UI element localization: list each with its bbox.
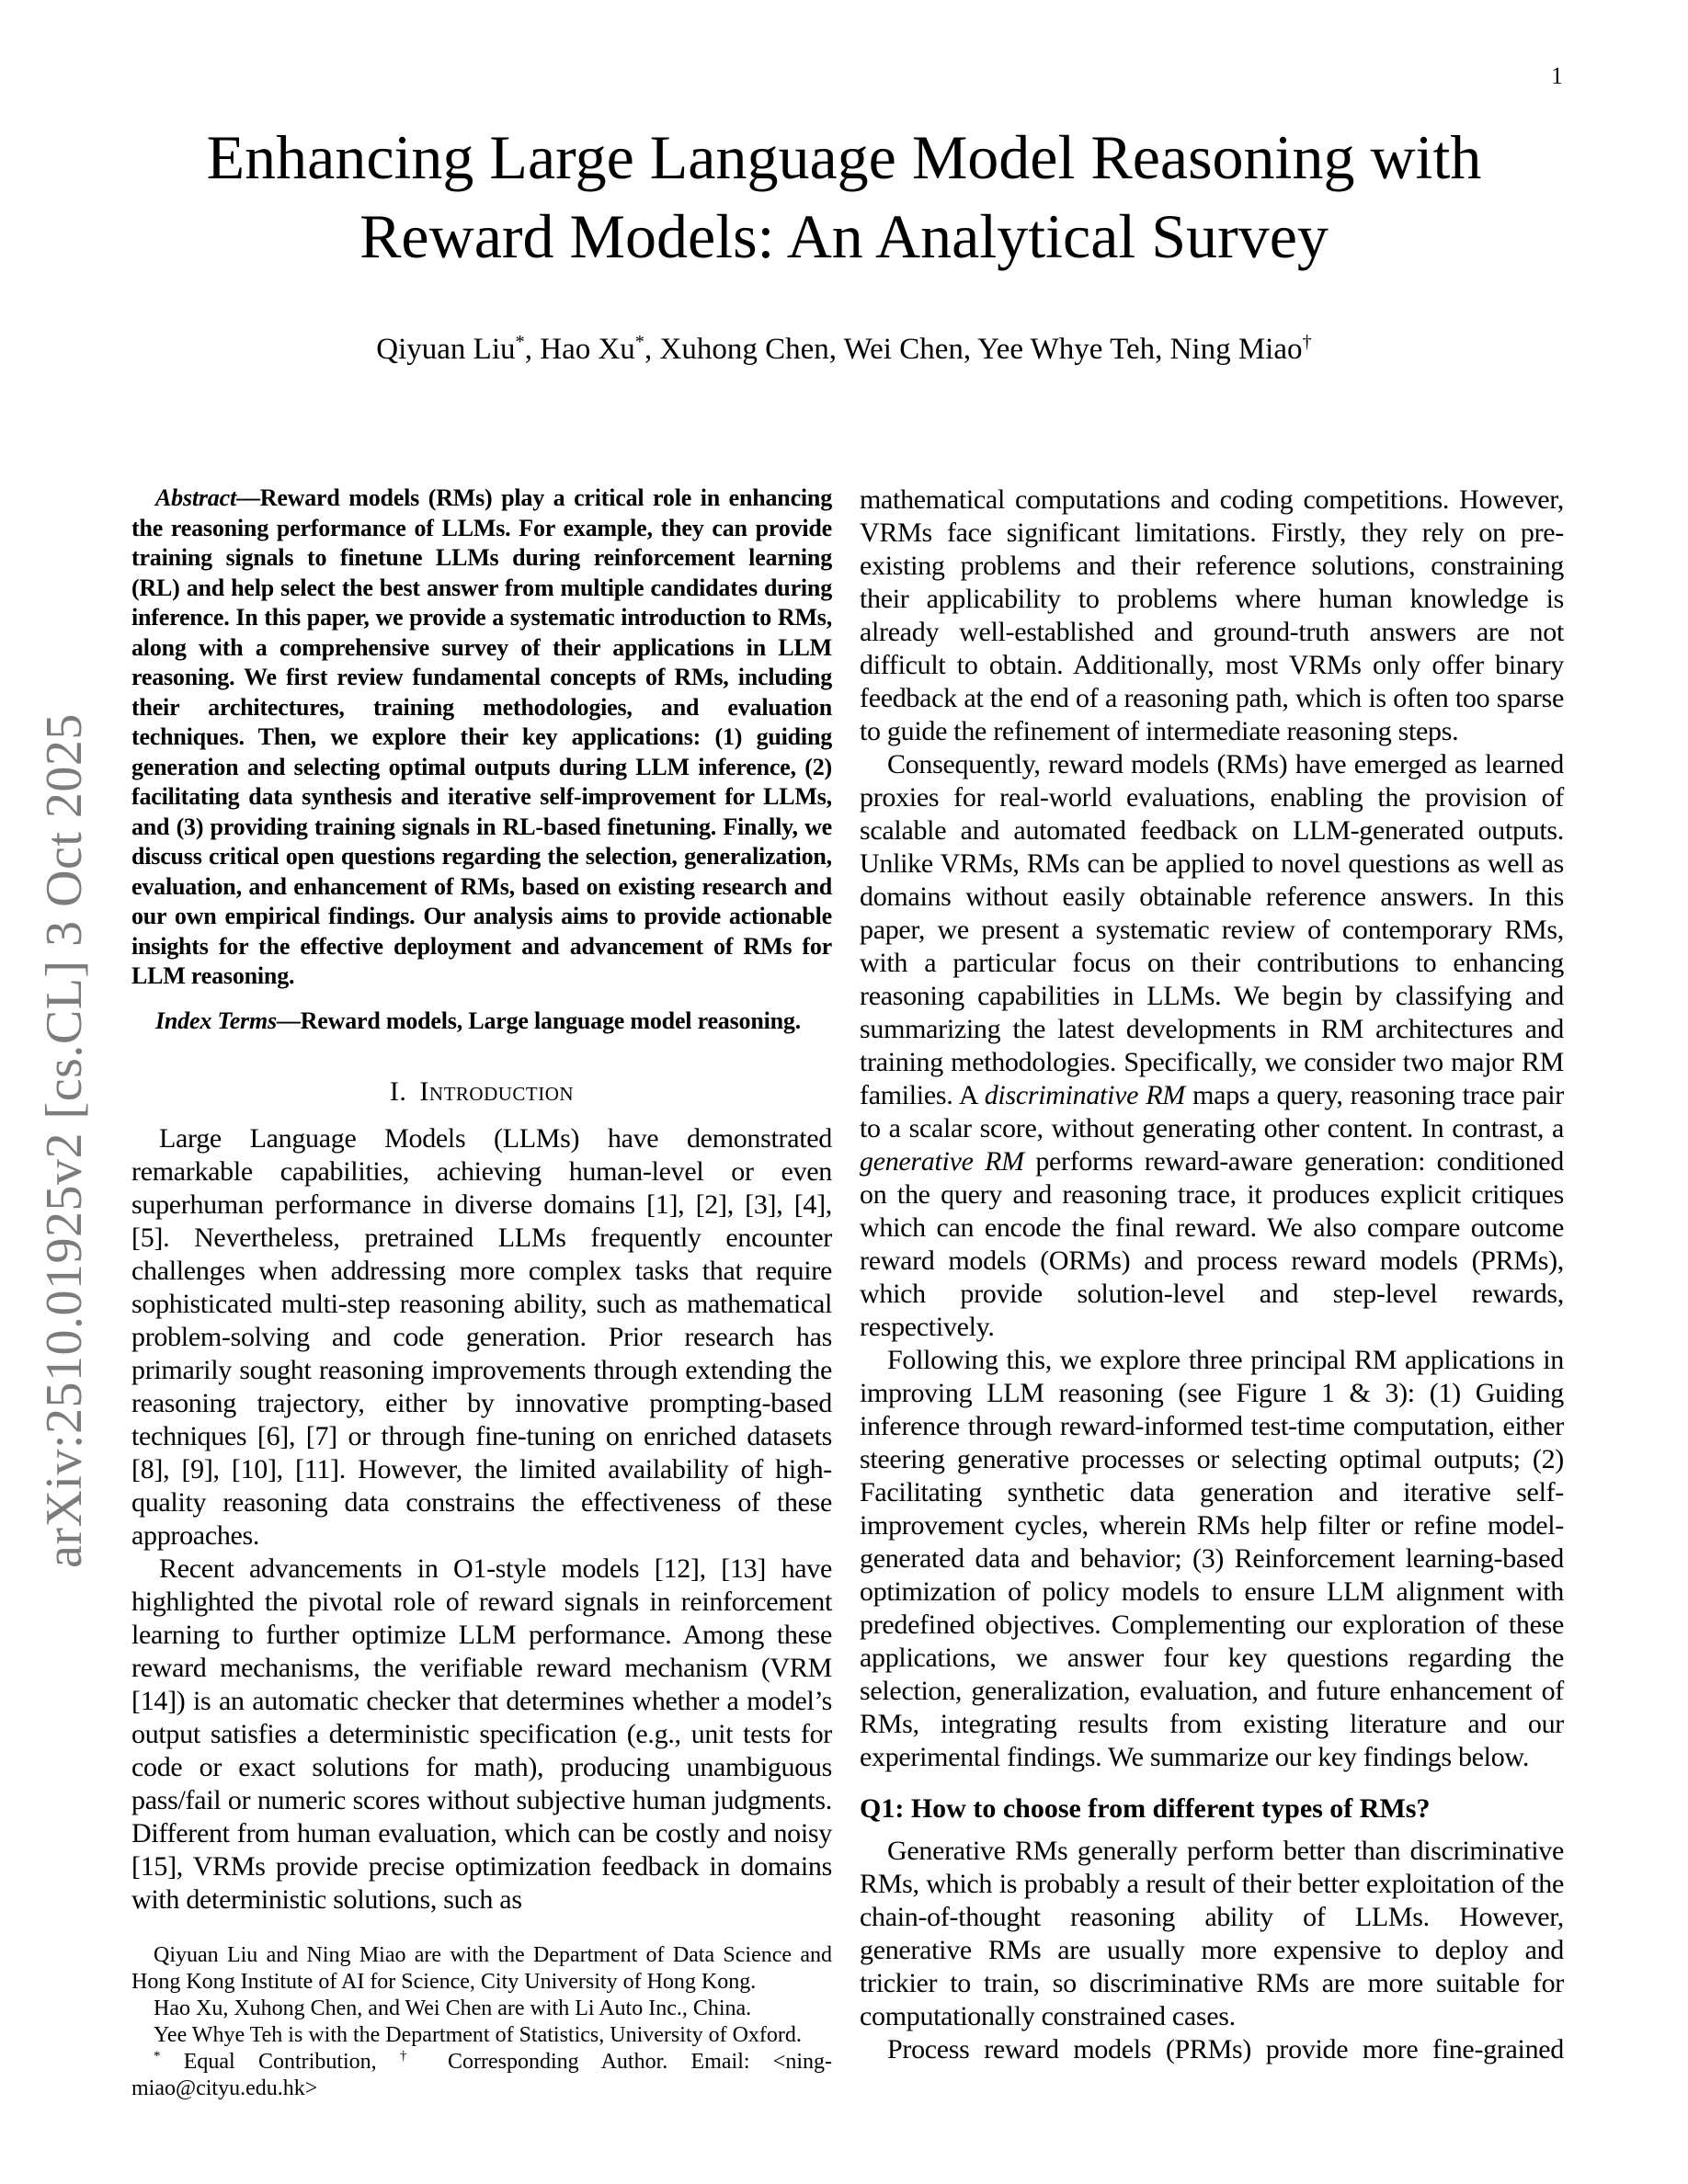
paragraph-vrm-limitations: mathematical computations and coding competitions. However, VRMs face significant limitations. Firstly, they rely on pre-existing problems and their reference solutions, constraining their applicability to problems where human knowledge is already well-established and ground-truth answers are not difficult to obtain. Additionally, most VRMs only offer binary feedback at the end of a reasoning path, which is often too sparse to guide the refinement of intermediate reasoning steps. [860,484,1564,746]
paper-title-line-1: Enhancing Large Language Model Reasoning with [206,122,1482,192]
footnote-affiliation-1: Qiyuan Liu and Ning Miao are with the Department of Data Science and Hong Kong Institute of AI for Science, City University of Hong Kong. [131,1943,832,1994]
paper-title-line-2: Reward Models: An Analytical Survey [359,201,1329,271]
author-footnote-marker: * [515,332,525,352]
abstract-paragraph [131,483,832,992]
equal-contribution-marker: * [154,2049,161,2064]
section-title: Introduction [419,1076,575,1107]
index-terms-label: Index Terms [155,1007,277,1034]
arxiv-watermark: arXiv:2510.01925v2 [cs.CL] 3 Oct 2025 [36,713,93,1568]
paragraph-rm-applications: Following this, we explore three principal RM applications in improving LLM reasoning (see Figure 1 & 3): (1) Guiding inference through reward-informed test-time computation, either steering generative processes or selecting optimal outputs; (2) Facilitating synthetic data generation and iterative self-improvement cycles, wherein RMs help filter or refine model-generated data and behavior; (3) Reinforcement learning-based optimization of policy models to ensure LLM alignment with predefined objectives. Complementing our exploration of these applications, we answer four key questions regarding the selection, generalization, evaluation, and future enhancement of RMs, integrating results from existing literature and our experimental findings. We summarize our key findings below. [860,1345,1564,1772]
right-column [860,483,1564,2066]
author-affiliations-footnote [131,1942,832,2102]
footnote-affiliation-2: Hao Xu, Xuhong Chen, and Wei Chen are with Li Auto Inc., China. [154,1996,752,2020]
author-footnote-marker: † [1302,332,1312,352]
abstract-text: —Reward models (RMs) play a critical role in enhancing the reasoning performance of LLMs. For example, they can provide training signals to finetune LLMs during reinforcement learning (RL) and help select the best answer from multiple candidates during inference. In this paper, we provide a systematic introduction to RMs, along with a comprehensive survey of their applications in LLM reasoning. We first review fundamental concepts of RMs, including their architectures, training methodologies, and evaluation techniques. Then, we explore their key applications: (1) guiding generation and selecting optimal outputs during LLM inference, (2) facilitating data synthesis and iterative self-improvement for LLMs, and (3) providing training signals in RL-based finetuning. Finally, we discuss critical open questions regarding the selection, generalization, evaluation, and enhancement of RMs, based on existing research and our own empirical findings. Our analysis aims to provide actionable insights for the effective deployment and advancement of RMs for LLM reasoning. [131,484,832,989]
term-discriminative-rm: discriminative RM [984,1080,1185,1110]
authors-line [0,333,1688,367]
index-terms-paragraph [131,1007,832,1037]
term-generative-rm: generative RM [860,1146,1024,1177]
left-column [131,483,832,2102]
footnote-contribution-email: * Equal Contribution, † Corresponding Author. Email: <ning-miao@cityu.edu.hk> [131,2049,833,2100]
q1-heading: Q1: How to choose from different types of RMs? [860,1793,1431,1824]
corresponding-author-marker: † [399,2049,425,2064]
paper-title [0,118,1688,276]
paragraph-q1-answer: Generative RMs generally perform better than discriminative RMs, which is probably a result of their better exploitation of the chain-of-thought reasoning ability of LLMs. However, generative RMs are usually more expensive to deploy and trickier to train, so discriminative RMs are more suitable for computationally constrained cases. [860,1836,1564,2031]
section-numeral: I. [389,1076,407,1107]
paragraph-rm-overview: Consequently, reward models (RMs) have emerged as learned proxies for real-world evaluations, enabling the provision of scalable and automated feedback on LLM-generated outputs. Unlike VRMs, RMs can be applied to novel questions as well as domains without easily obtainable reference answers. In this paper, we present a systematic review of contemporary RMs, with a particular focus on their contributions to enhancing reasoning capabilities in LLMs. We begin by classifying and summarizing the latest developments in RM architectures and training methodologies. Specifically, we consider two major RM families. A discriminative RM maps a query, reasoning trace pair to a scalar score, without generating other content. In contrast, a generative RM performs reward-aware generation: conditioned on the query and reasoning trace, it produces explicit critiques which can encode the final reward. We also compare outcome reward models (ORMs) and process reward models (PRMs), which provide solution-level and step-level rewards, respectively. [860,749,1564,1342]
abstract-label: Abstract [155,484,236,511]
intro-paragraph-2: Recent advancements in O1-style models [12], [13] have highlighted the pivotal role of reward signals in reinforcement learning to further optimize LLM performance. Among these reward mechanisms, the verifiable reward mechanism (VRM [14]) is an automatic checker that determines whether a model’s output satisfies a deterministic specification (e.g., unit tests for code or exact solutions for math), producing unambiguous pass/fail or numeric scores without subjective human judgments. Different from human evaluation, which can be costly and noisy [15], VRMs provide precise optimization feedback in domains with deterministic solutions, such as [131,1553,832,1915]
page-number: 1 [1551,63,1563,89]
section-heading-introduction [131,1076,832,1108]
author-name: , Xuhong Chen, Wei Chen, Yee Whye Teh, Ning Miao [644,333,1303,366]
paragraph-prm-intro: Process reward models (PRMs) provide more fine-grained [887,2034,1564,2065]
index-terms-text: —Reward models, Large language model reasoning. [276,1007,801,1034]
footnote-affiliation-3: Yee Whye Teh is with the Department of Statistics, University of Oxford. [154,2023,802,2047]
author-name: , Hao Xu [524,333,635,366]
intro-paragraph-1: Large Language Models (LLMs) have demonstrated remarkable capabilities, achieving human-level or even superhuman performance in diverse domains [1], [2], [3], [4], [5]. Nevertheless, pretrained LLMs frequently encounter challenges when addressing more complex tasks that require sophisticated multi-step reasoning ability, such as mathematical problem-solving and code generation. Prior research has primarily sought reasoning improvements through extending the reasoning trajectory, either by innovative prompting-based techniques [6], [7] or through fine-tuning on enriched datasets [8], [9], [10], [11]. However, the limited availability of high-quality reasoning data constrains the effectiveness of these approaches. [131,1123,832,1551]
author-footnote-marker: * [634,332,645,352]
author-name: Qiyuan Liu [376,333,516,366]
